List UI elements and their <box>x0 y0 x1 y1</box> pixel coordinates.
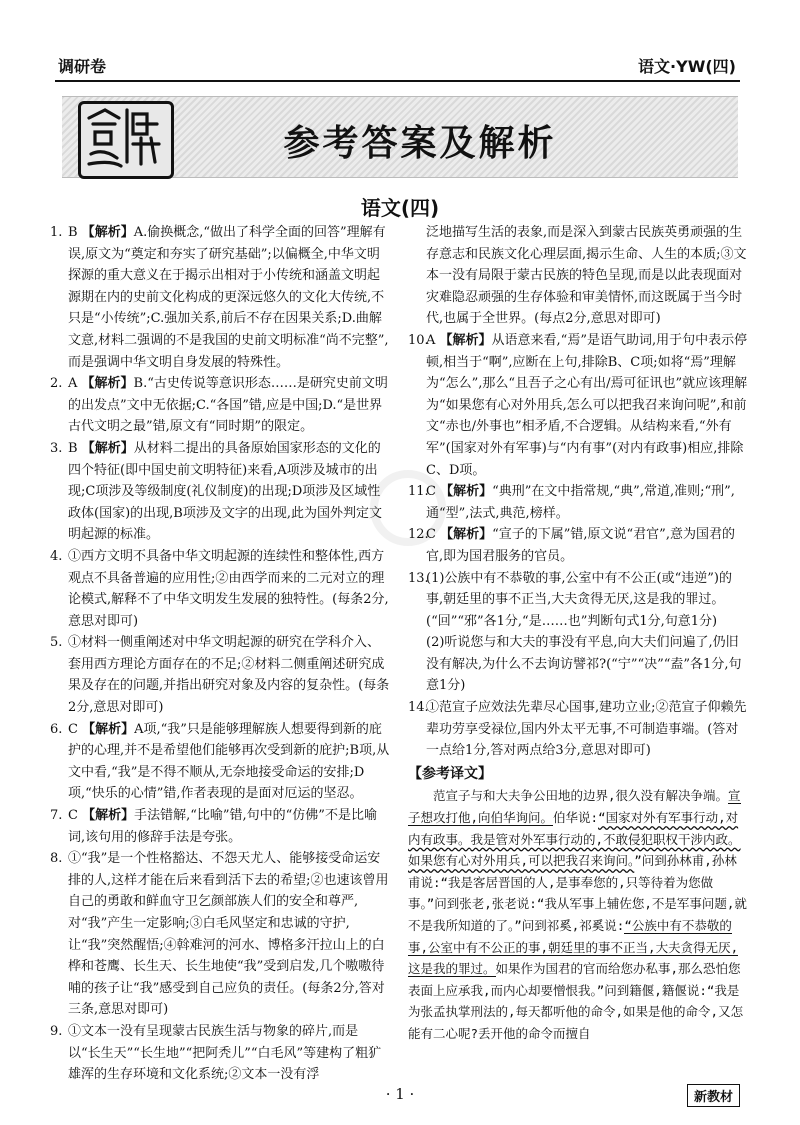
translation-segment: 我是管对外军事行动的,不敢侵犯职权干涉内政。 <box>470 831 741 847</box>
page-title: 语文(四) <box>360 196 440 220</box>
item-number: 12. <box>408 527 429 543</box>
translation-body <box>408 785 748 1044</box>
answer-choice: A <box>68 376 78 392</box>
item-text: A项,“我”只是能够理解族人想要得到新的庇护的心理,并不是希望他们能够再次受到新的庇护;B项,从文中看,“我”是不得不顺从,无奈地接受命运的安排;D项,“快乐的心情”错,作者表现的是面对厄运的坚忍。 <box>68 721 390 802</box>
answer-choice: C <box>426 484 436 500</box>
item-text: “宣子的下属”错,原文说“君官”,意为国君的官,即为国君服务的官员。 <box>426 527 735 564</box>
analysis-tag: 【解析】 <box>81 376 134 392</box>
title-banner <box>62 96 738 178</box>
item-number: 5. <box>50 635 63 651</box>
answer-choice: A <box>426 332 436 348</box>
answer-item <box>408 568 748 633</box>
answer-item <box>408 632 748 697</box>
answer-item <box>408 697 748 762</box>
item-text: “典刑”在文中指常规,“典”,常道,准则;“刑”,通“型”,法式,典范,榜样。 <box>426 484 735 521</box>
item-number: 11. <box>408 484 429 500</box>
answer-choice: B <box>68 225 78 240</box>
translation-segment: 如果作为国君的官而给您办私事,那么恐怕您表面上应承我,而内心却要憎恨我。”问到籍偃,籍偃说:“我是为张孟执掌刑法的,每天都听他的命令,如果是他的命令,又怎能有二心呢?丢开他的命令而擅自 <box>408 961 744 1041</box>
item-number: 8. <box>50 851 63 867</box>
item-text: 手法错解,“比喻”错,句中的“仿佛”不是比喻词,该句用的修辞手法是夸张。 <box>68 808 377 845</box>
item-text: ①西方文明不具备中华文明起源的连续性和整体性,西方观点不具备普遍的应用性;②由西学而来的二元对立的理论模式,解释不了中华文明发生发展的独特性。(每条2分,意思对即可) <box>68 548 389 629</box>
answer-choice: C <box>68 721 78 737</box>
translation-heading: 【参考译文】 <box>408 765 492 782</box>
translation-segment: 范宣子与和大夫争公田地的边界,很久没有解决争端。 <box>433 788 729 804</box>
item-number: 6. <box>50 721 63 737</box>
item-number: 9. <box>50 1023 63 1039</box>
answer-item <box>50 805 390 848</box>
item-number: 10. <box>408 332 429 348</box>
item-text: 从语意来看,“焉”是语气助词,用于句中表示停顿,相当于“啊”,应断在上句,排除B、C项;如将“焉”理解为“怎么”,那么“且吾子之心有出/焉可征讯也”就应该理解为“如果您有心对外用兵,怎么可以把我召来询问呢”,和前文“赤也/外事也”相矛盾,不合逻辑。从结构来看,“外有军”(国家对外有军事)与“内有事”(对内有政事)相应,排除C、D项。 <box>426 332 748 478</box>
translation-segment: “国家对外有军事行动,对内有政事。 <box>408 810 739 847</box>
analysis-tag: 【解析】 <box>82 721 135 737</box>
item-number: 3. <box>50 440 63 456</box>
exam-type-label: 调研卷 <box>58 57 107 76</box>
translation-segment: ”问到孙林甫,孙林甫说:“我是客居晋国的人,是事奉您的,只等待着为您做事。”问到张老,张老说:“我从军事上辅佐您,不是军事问题,就不是我所知道的了。”问到祁奚,祁奚说: <box>408 853 747 933</box>
answer-item <box>50 373 390 438</box>
answer-item <box>408 481 748 524</box>
answer-item <box>50 1021 390 1086</box>
item-number: 2. <box>50 376 63 392</box>
answer-item <box>50 222 390 373</box>
item-text: ①“我”是一个性格豁达、不怨天尤人、能够接受命运安排的人,这样才能在后来看到活下去的希望;②也速该曾用自己的勇敢和鲜血守卫乞颜部族人们的安全和尊严,对“我”产生一定影响;③白毛风坚定和忠诚的守护,让“我”突然醒悟;④斡难河的河水、博格多汗拉山上的白桦和苍鹰、长生天、长生地使“我”受到启发,几个嗷嗷待哺的孩子让“我”感受到自己应负的责任。(每条2分,答对三条,意思对即可) <box>68 851 389 1018</box>
answer-item <box>50 438 390 546</box>
translation-segment: 如果您有心对外用兵,可以把我召来询问。 <box>408 853 635 869</box>
answer-item <box>50 546 390 632</box>
banner-title: 参考答案及解析 <box>283 123 557 164</box>
analysis-tag: 【解析】 <box>440 527 493 543</box>
left-column <box>50 222 390 1086</box>
subject-code-label: 语文·YW(四) <box>638 57 736 76</box>
answer-item <box>408 524 748 567</box>
item-text: A.偷换概念,“做出了科学全面的回答”理解有误,原文为“奠定和夯实了研究基础”;以偏概全,中华文明探源的重大意义在于揭示出相对于小传统和涵盖文明起源期在内的史前文化构成的更深远悠久的文化大传统,不只是“小传统”;C.强加关系,前后不存在因果关系;D.曲解文意,材料二强调的不是我国的史前文明标准“尚不完整”,而是强调中华文明自身发展的特殊性。 <box>68 225 389 370</box>
header-rule <box>55 80 740 82</box>
item-number: 7. <box>50 808 63 824</box>
translation-segment: 宣子想攻打他,向伯华询问。 <box>408 788 741 826</box>
item-text: (2)听说您与和大夫的事没有平息,向大夫们问遍了,仍旧没有解决,为什么不去询访譬祁?(“宁”“决”“盍”各1分,句意1分) <box>426 635 742 694</box>
analysis-tag: 【解析】 <box>440 484 493 500</box>
analysis-tag: 【解析】 <box>82 808 135 824</box>
item-number: 1. <box>50 225 63 240</box>
edition-badge: 新教材 <box>687 1084 740 1107</box>
analysis-tag: 【解析】 <box>439 332 492 348</box>
item-text: B.“古史传说等意识形态……是研究史前文明的出发点”文中无依据;C.“各国”错,应是中国;D.“是世界古代文明之最”错,原文有“同时期”的限定。 <box>68 376 388 435</box>
answer-item <box>408 222 748 330</box>
analysis-tag: 【解析】 <box>81 440 134 456</box>
page-number: · 1 · <box>385 1085 415 1103</box>
answer-item <box>50 632 390 718</box>
item-text: ①文本一没有呈现蒙古民族生活与物象的碎片,而是以“长生天”“长生地”“把阿秃儿”“白毛风”等建构了粗犷雄浑的生存环境和文化系统;②文本一没有浮 <box>68 1023 382 1083</box>
answer-choice: B <box>68 440 78 456</box>
right-column <box>408 222 748 1045</box>
answer-choice: C <box>426 527 436 543</box>
item-number: 4. <box>50 548 63 564</box>
item-text: 泛地描写生活的表象,而是深入到蒙古民族英勇顽强的生存意志和民族文化心理层面,揭示生命、人生的本质;③文本一没有局限于蒙古民族的特色呈现,而是以此表现面对灾难隐忍顽强的生存体验和审美情怀,而这既属于当今时代,也属于全世界。(每点2分,意思对即可) <box>426 225 747 327</box>
item-text: ①材料一侧重阐述对中华文明起源的研究在学科介入、套用西方理论方面存在的不足;②材料二侧重阐述研究成果及存在的问题,并指出研究对象及内容的复杂性。(每条2分,意思对即可) <box>68 635 390 716</box>
translation-segment: 伯华说: <box>553 810 599 826</box>
answer-item <box>408 330 748 481</box>
item-text: ①范宣子应效法先辈尽心国事,建功立业;②范宣子仰赖先辈功劳享受禄位,国内外太平无事,不可制造事端。(答对一点给1分,答对两点给3分,意思对即可) <box>426 700 747 759</box>
item-text: (1)公族中有不恭敬的事,公室中有不公正(或“违逆”)的事,朝廷里的事不正当,大夫贪得无厌,这是我的罪过。(“回”“邪”各1分,“是……也”判断句式1分,句意1分) <box>426 570 732 629</box>
answer-item <box>50 848 390 1021</box>
item-text: 从材料二提出的具备原始国家形态的文化的四个特征(即中国史前文明特征)来看,A项涉及城市的出现;C项涉及等级制度(礼仪制度)的出现;D项涉及区域性政体(国家)的出现,B项涉及文字的出现,此为国外判定文明起源的标准。 <box>68 440 382 543</box>
analysis-tag: 【解析】 <box>81 225 134 240</box>
answer-item <box>50 719 390 805</box>
item-number: 14. <box>408 700 429 716</box>
translation-segment: “公族中有不恭敬的事,公室中有不公正的事,朝廷里的事不正当,大夫贪得无厌,这是我的罪过。 <box>408 918 739 977</box>
item-number: 13. <box>408 570 429 586</box>
answer-choice: C <box>68 808 78 824</box>
